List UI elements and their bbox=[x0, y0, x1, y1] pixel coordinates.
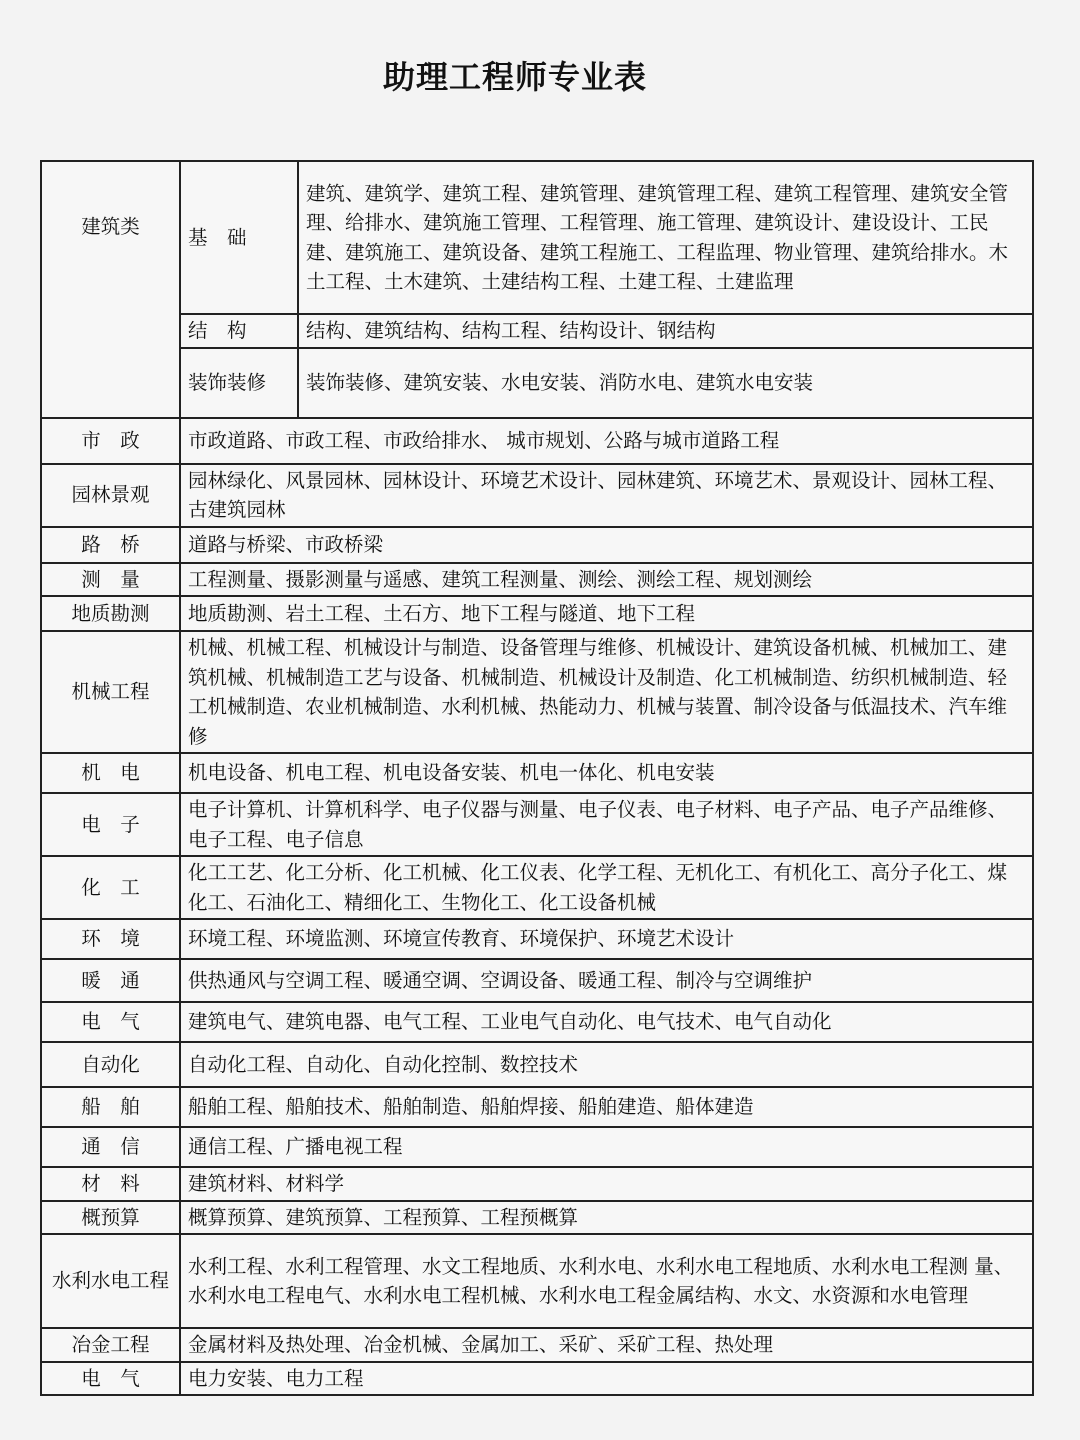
table-row bbox=[41, 1087, 1033, 1127]
majors-cell: 机械、机械工程、机械设计与制造、设备管理与维修、机械设计、建筑设备机械、机械加工、建筑机械、机械制造工艺与设备、机械制造、机械设计及制造、化工机械制造、纺织机械制造、轻工机械制造、农业机械制造、水利机械、热能动力、机械与装置、制冷设备与低温技术、汽车维修 bbox=[180, 631, 1033, 753]
category-cell: 路 桥 bbox=[41, 527, 180, 563]
category-cell: 化 工 bbox=[41, 856, 180, 919]
majors-cell: 机电设备、机电工程、机电设备安装、机电一体化、机电安装 bbox=[180, 753, 1033, 793]
table-row bbox=[41, 596, 1033, 631]
table-row bbox=[41, 631, 1033, 753]
subcategory-cell bbox=[180, 161, 298, 314]
majors-cell: 通信工程、广播电视工程 bbox=[180, 1127, 1033, 1167]
majors-cell: 概算预算、建筑预算、工程预算、工程预概算 bbox=[180, 1201, 1033, 1235]
category-cell: 电 气 bbox=[41, 1002, 180, 1042]
category-cell: 暖 通 bbox=[41, 959, 180, 1002]
majors-cell: 金属材料及热处理、冶金机械、金属加工、采矿、采矿工程、热处理 bbox=[180, 1328, 1033, 1362]
table-row bbox=[41, 919, 1033, 959]
majors-cell: 市政道路、市政工程、市政给排水、 城市规划、公路与城市道路工程 bbox=[180, 418, 1033, 464]
majors-cell: 电力安装、电力工程 bbox=[180, 1362, 1033, 1396]
table-row bbox=[41, 161, 1033, 314]
table-row bbox=[41, 1234, 1033, 1328]
table-row bbox=[41, 1362, 1033, 1396]
category-cell: 电 子 bbox=[41, 793, 180, 856]
majors-cell: 船舶工程、船舶技术、船舶制造、船舶焊接、船舶建造、船体建造 bbox=[180, 1087, 1033, 1127]
category-cell: 机械工程 bbox=[41, 631, 180, 753]
table-row bbox=[41, 856, 1033, 919]
subcategory-cell bbox=[180, 314, 298, 348]
table-row bbox=[41, 959, 1033, 1002]
category-cell: 测 量 bbox=[41, 563, 180, 597]
table-row bbox=[41, 753, 1033, 793]
table-row bbox=[41, 314, 1033, 348]
majors-cell: 建筑电气、建筑电器、电气工程、工业电气自动化、电气技术、电气自动化 bbox=[180, 1002, 1033, 1042]
subcategory-cell: 装饰装修 bbox=[180, 348, 298, 418]
majors-cell: 装饰装修、建筑安装、水电安装、消防水电、建筑水电安装 bbox=[298, 348, 1033, 418]
majors-cell: 化工工艺、化工分析、化工机械、化工仪表、化学工程、无机化工、有机化工、高分子化工、煤化工、石油化工、精细化工、生物化工、化工设备机械 bbox=[180, 856, 1033, 919]
major-table bbox=[40, 160, 1034, 1396]
majors-cell: 结构、建筑结构、结构工程、结构设计、钢结构 bbox=[298, 314, 1033, 348]
majors-cell: 园林绿化、风景园林、园林设计、环境艺术设计、园林建筑、环境艺术、景观设计、园林工程、古建筑园林 bbox=[180, 464, 1033, 527]
table-row bbox=[41, 1127, 1033, 1167]
majors-cell: 供热通风与空调工程、暖通空调、空调设备、暖通工程、制冷与空调维护 bbox=[180, 959, 1033, 1002]
category-cell: 电 气 bbox=[41, 1362, 180, 1396]
majors-cell: 道路与桥梁、市政桥梁 bbox=[180, 527, 1033, 563]
majors-cell: 工程测量、摄影测量与遥感、建筑工程测量、测绘、测绘工程、规划测绘 bbox=[180, 563, 1033, 597]
category-cell: 船 舶 bbox=[41, 1087, 180, 1127]
majors-cell: 建筑材料、材料学 bbox=[180, 1167, 1033, 1201]
category-cell: 冶金工程 bbox=[41, 1328, 180, 1362]
table-row bbox=[41, 1328, 1033, 1362]
majors-cell: 环境工程、环境监测、环境宣传教育、环境保护、环境艺术设计 bbox=[180, 919, 1033, 959]
table-row bbox=[41, 527, 1033, 563]
table-row bbox=[41, 1002, 1033, 1042]
table-row bbox=[41, 418, 1033, 464]
category-cell: 概预算 bbox=[41, 1201, 180, 1235]
page-title: 助理工程师专业表 bbox=[382, 58, 647, 96]
category-cell: 材 料 bbox=[41, 1167, 180, 1201]
category-cell: 通 信 bbox=[41, 1127, 180, 1167]
table-row bbox=[41, 563, 1033, 597]
category-cell: 自动化 bbox=[41, 1042, 180, 1087]
table-row bbox=[41, 1167, 1033, 1201]
majors-cell: 水利工程、水利工程管理、水文工程地质、水利水电、水利水电工程地质、水利水电工程测 量、水利水电工程电气、水利水电工程机械、水利水电工程金属结构、水文、水资源和水电管理 bbox=[180, 1234, 1033, 1328]
majors-cell: 电子计算机、计算机科学、电子仪器与测量、电子仪表、电子材料、电子产品、电子产品维修、电子工程、电子信息 bbox=[180, 793, 1033, 856]
category-cell: 机 电 bbox=[41, 753, 180, 793]
majors-cell: 建筑、建筑学、建筑工程、建筑管理、建筑管理工程、建筑工程管理、建筑安全管理、给排水、建筑施工管理、工程管理、施工管理、建筑设计、建设设计、工民建、建筑施工、建筑设备、建筑工程施工、工程监理、物业管理、建筑给排水。木土工程、土木建筑、土建结构工程、土建工程、土建监理 bbox=[298, 161, 1033, 314]
category-cell: 水利水电工程 bbox=[41, 1234, 180, 1328]
table-row bbox=[41, 464, 1033, 527]
category-cell: 环 境 bbox=[41, 919, 180, 959]
category-cell: 市 政 bbox=[41, 418, 180, 464]
subcategory-label: 基 础 bbox=[188, 225, 247, 249]
category-cell: 建筑类 bbox=[41, 161, 180, 418]
table-row bbox=[41, 1201, 1033, 1235]
table-row bbox=[41, 793, 1033, 856]
category-cell: 园林景观 bbox=[41, 464, 180, 527]
subcategory-label: 结 构 bbox=[188, 319, 247, 342]
majors-cell: 自动化工程、自动化、自动化控制、数控技术 bbox=[180, 1042, 1033, 1087]
table-row bbox=[41, 348, 1033, 418]
table-row bbox=[41, 1042, 1033, 1087]
majors-cell: 地质勘测、岩土工程、土石方、地下工程与隧道、地下工程 bbox=[180, 596, 1033, 631]
category-cell: 地质勘测 bbox=[41, 596, 180, 631]
